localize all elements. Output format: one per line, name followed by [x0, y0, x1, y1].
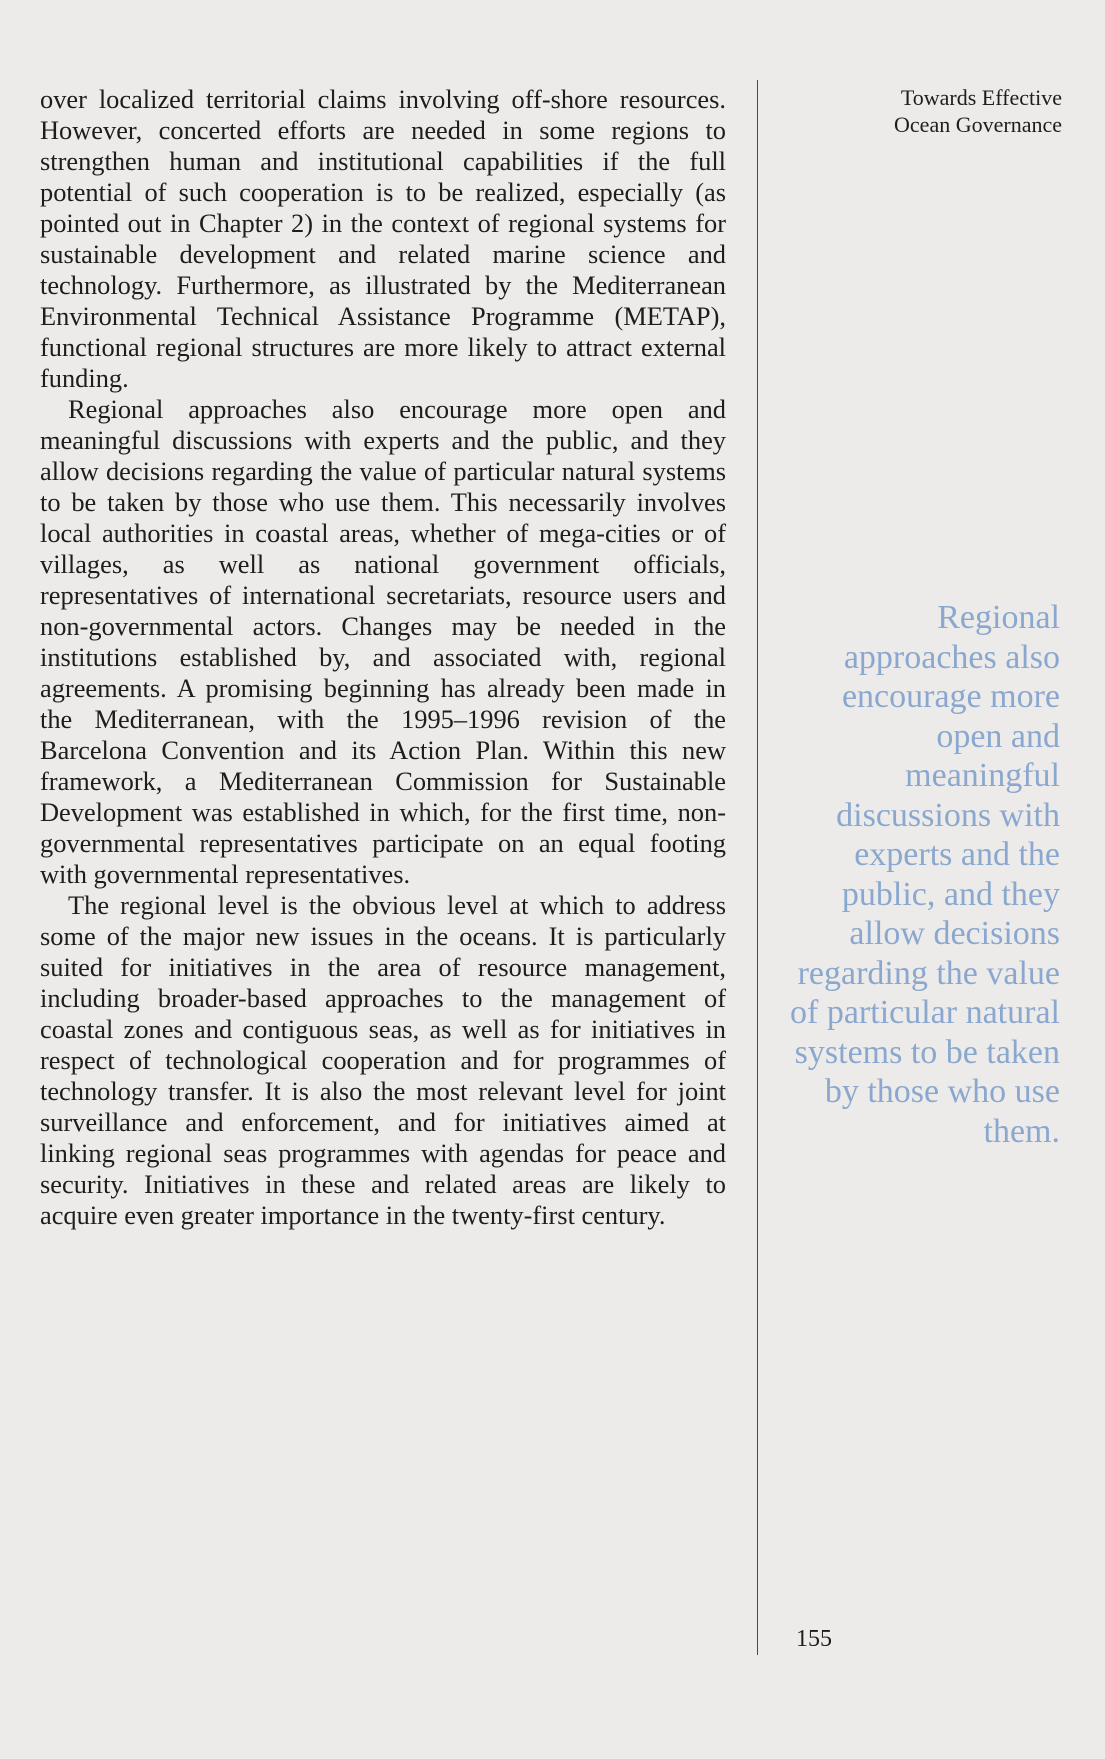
running-head-line-2: Ocean Governance [894, 112, 1062, 137]
running-head-line-1: Towards Effective [900, 85, 1062, 110]
main-text-column [40, 84, 726, 1231]
body-paragraph-2: Regional approaches also encourage more open and meaningful discussions with experts and the public, and they allow decisions regarding the value of particular natural systems to be taken by those who use them. This necessarily involves local authorities in coastal areas, whether of mega-cities or of villages, as well as national government officials, representatives of international secretariats, resource users and non-governmental actors. Changes may be needed in the institutions established by, and associated with, regional agreements. A promising beginning has already been made in the Mediterranean, with the 1995–1996 revision of the Barcelona Convention and its Action Plan. Within this new framework, a Mediterranean Commission for Sustainable Development was established in which, for the first time, non-governmental representatives participate on an equal footing with governmental representatives. [40, 394, 726, 889]
body-paragraph-1: over localized territorial claims involving off-shore resources. However, concerted efforts are needed in some regions to strengthen human and institutional capabilities if the full potential of such cooperation is to be realized, especially (as pointed out in Chapter 2) in the context of regional systems for sustainable development and related marine science and technology. Furthermore, as illustrated by the Mediterranean Environmental Technical Assistance Programme (METAP), functional regional structures are more likely to attract external funding. [40, 84, 726, 393]
running-head [762, 84, 1062, 138]
page-number: 155 [796, 1626, 832, 1652]
body-paragraph-3: The regional level is the obvious level at which to address some of the major new issues in the oceans. It is particularly suited for initiatives in the area of resource management, including broader-based approaches to the management of coastal zones and contiguous seas, as well as for initiatives in respect of technological cooperation and for programmes of technology transfer. It is also the most relevant level for joint surveillance and enforcement, and for initiatives aimed at linking regional seas programmes with agendas for peace and security. Initiatives in these and related areas are likely to acquire even greater importance in the twenty-first century. [40, 890, 726, 1230]
pull-quote: Regional approaches also encourage more open and meaningful discussions with experts and the public, and they allow decisions regarding the value of particular natural systems to be taken by those who use them. [790, 599, 1060, 1150]
column-divider [757, 80, 758, 1655]
